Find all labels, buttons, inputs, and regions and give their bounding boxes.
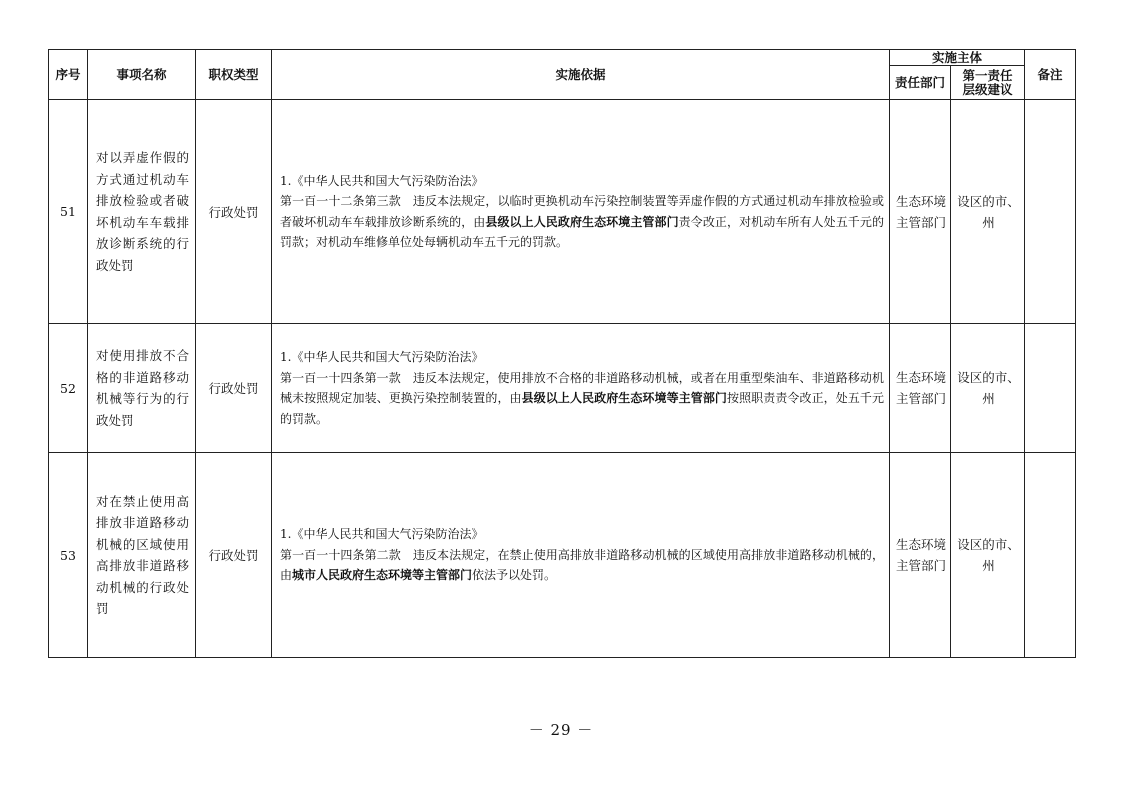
table-row <box>49 324 1076 453</box>
matter-name: 对以弄虚作假的方式通过机动车排放检验或者破坏机动车车载排放诊断系统的行政处罚 <box>88 100 196 324</box>
legal-basis <box>272 100 890 324</box>
row-number: 52 <box>49 324 88 453</box>
matters-table <box>48 49 1076 658</box>
clause-text: 第一百一十四条第一款 违反本法规定，使用排放不合格的非道路移动机械，或者在用重型柴油车、非道路移动机械未按照规定加装、更换污染控制装置的，由 <box>280 370 884 405</box>
authority-type: 行政处罚 <box>196 453 272 658</box>
law-clause <box>280 191 884 253</box>
header-remarks: 备注 <box>1025 50 1076 100</box>
first-level: 设区的市、州 <box>951 324 1025 453</box>
first-level: 设区的市、州 <box>951 100 1025 324</box>
header-seq: 序号 <box>49 50 88 100</box>
responsible-authority: 县级以上人民政府生态环境等主管部门 <box>521 391 727 405</box>
header-dept: 责任部门 <box>890 66 951 100</box>
table-header <box>49 50 1076 100</box>
clause-text: 第一百一十二条第三款 违反本法规定，以临时更换机动车污染控制装置等弄虚作假的方式通过机动车排放检验或者破坏机动车车载排放诊断系统的，由 <box>280 194 884 229</box>
row-number: 51 <box>49 100 88 324</box>
header-type: 职权类型 <box>196 50 272 100</box>
law-clause <box>280 545 884 586</box>
clause-text: 第一百一十四条第二款 违反本法规定，在禁止使用高排放非道路移动机械的区域使用高排放非道路移动机械的，由 <box>280 547 884 583</box>
authority-type: 行政处罚 <box>196 100 272 324</box>
authority-type: 行政处罚 <box>196 324 272 453</box>
law-title: 1.《中华人民共和国大气污染防治法》 <box>280 173 484 188</box>
responsible-dept: 生态环境主管部门 <box>890 324 951 453</box>
clause-text: 按照职责责令改正，处五千元的罚款。 <box>280 391 884 426</box>
table-row <box>49 100 1076 324</box>
clause-text: 依法予以处罚。 <box>472 568 557 583</box>
table-row <box>49 453 1076 658</box>
page-number: － 29 － <box>528 721 594 739</box>
legal-basis <box>272 453 890 658</box>
header-basis: 实施依据 <box>272 50 890 100</box>
responsible-dept: 生态环境主管部门 <box>890 100 951 324</box>
clause-text: 责令改正，对机动车所有人处五千元的罚款；对机动车维修单位处每辆机动车五千元的罚款。 <box>280 214 884 249</box>
header-subject: 实施主体 <box>890 50 1025 66</box>
legal-basis <box>272 324 890 453</box>
law-clause <box>280 368 884 430</box>
law-title: 1.《中华人民共和国大气污染防治法》 <box>280 350 484 364</box>
matter-name: 对使用排放不合格的非道路移动机械等行为的行政处罚 <box>88 324 196 453</box>
law-title: 1.《中华人民共和国大气污染防治法》 <box>280 527 484 542</box>
row-number: 53 <box>49 453 88 658</box>
remarks <box>1025 324 1076 453</box>
first-level: 设区的市、州 <box>951 453 1025 658</box>
header-name: 事项名称 <box>88 50 196 100</box>
remarks <box>1025 100 1076 324</box>
responsible-authority: 城市人民政府生态环境等主管部门 <box>292 568 473 583</box>
header-level: 第一责任层级建议 <box>951 66 1025 100</box>
matter-name: 对在禁止使用高排放非道路移动机械的区域使用高排放非道路移动机械的行政处罚 <box>88 453 196 658</box>
remarks <box>1025 453 1076 658</box>
responsible-dept: 生态环境主管部门 <box>890 453 951 658</box>
responsible-authority: 县级以上人民政府生态环境主管部门 <box>485 214 679 229</box>
